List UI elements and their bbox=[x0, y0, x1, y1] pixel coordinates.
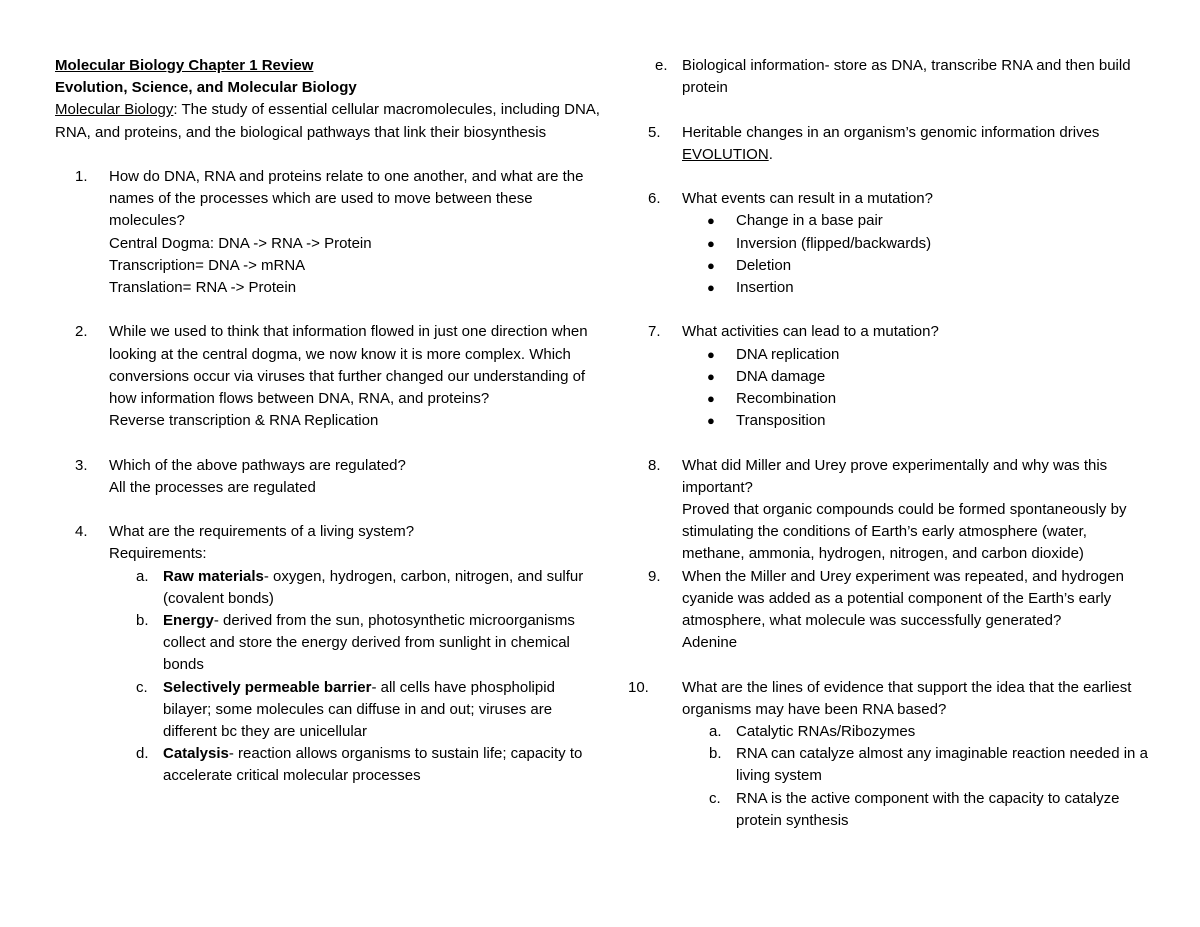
requirement-item bbox=[109, 743, 600, 787]
right-column bbox=[628, 55, 1148, 832]
answer-line: Transcription= DNA -> mRNA bbox=[109, 256, 306, 274]
question-5 bbox=[628, 122, 1148, 166]
bullet-icon: ● bbox=[707, 280, 715, 295]
question-text-main: Heritable changes in an organism’s genomic information drives bbox=[682, 123, 1100, 141]
bullet-text: Recombination bbox=[736, 390, 837, 407]
bullet-item bbox=[682, 255, 1148, 277]
question-1 bbox=[55, 166, 600, 299]
item-term: Energy bbox=[163, 612, 214, 630]
question-text: How do DNA, RNA and proteins relate to one another, and what are the names of the processes which are used to move between these molecules? bbox=[109, 168, 584, 230]
item-term: Catalysis bbox=[163, 745, 229, 763]
question-text: What events can result in a mutation? bbox=[682, 190, 933, 208]
question-text: What did Miller and Urey prove experimentally and why was this important? bbox=[682, 456, 1108, 496]
bullet-icon: ● bbox=[707, 391, 715, 406]
question-number: 10. bbox=[628, 678, 649, 696]
answer-line: Reverse transcription & RNA Replication bbox=[109, 412, 379, 430]
bullet-text: Deletion bbox=[736, 256, 792, 274]
bullet-text: Insertion bbox=[736, 279, 794, 296]
question-number: 4. bbox=[75, 523, 88, 541]
evidence-item bbox=[682, 743, 1148, 787]
bullet-item bbox=[682, 277, 1148, 299]
item-text: - all cells have phospholipid bilayer; some molecules can diffuse in and out; viruses are different bc they are unicellular bbox=[163, 678, 555, 741]
question-text: What are the requirements of a living system? bbox=[109, 523, 415, 541]
definition-text: : The study of essential cellular macromolecules, including DNA, RNA, and proteins, and the biological pathways that link their biosynthesis bbox=[55, 101, 600, 141]
bullet-item bbox=[682, 233, 1148, 255]
item-letter: b. bbox=[136, 612, 149, 630]
question-text-end: . bbox=[768, 145, 773, 163]
evidence-item bbox=[682, 721, 1148, 743]
item-text: Biological information- store as DNA, transcribe RNA and then build protein bbox=[682, 57, 1131, 97]
answer-line: All the processes are regulated bbox=[109, 478, 316, 496]
question-text: What activities can lead to a mutation? bbox=[682, 323, 939, 341]
bullet-icon: ● bbox=[707, 257, 715, 273]
question-number: 1. bbox=[75, 168, 88, 185]
question-4 bbox=[55, 521, 600, 787]
item-letter: c. bbox=[709, 789, 721, 807]
left-column bbox=[55, 55, 600, 788]
item-text: - reaction allows organisms to sustain life; capacity to accelerate critical molecular processes bbox=[163, 745, 583, 785]
answer-line: Central Dogma: DNA -> RNA -> Protein bbox=[109, 234, 372, 252]
question-3 bbox=[55, 455, 600, 499]
bullet-text: DNA damage bbox=[736, 367, 826, 385]
answer-line: Proved that organic compounds could be formed spontaneously by stimulating the conditions of Earth’s early atmosphere (water, methane, ammonia, hydrogen, nitrogen, and carbon dioxide) bbox=[682, 501, 1127, 563]
item-text: - derived from the sun, photosynthetic microorganisms collect and store the energy derived from sunlight in chemical bonds bbox=[163, 612, 575, 674]
question-text: Which of the above pathways are regulated? bbox=[109, 456, 406, 474]
bullet-text: Inversion (flipped/backwards) bbox=[736, 234, 932, 252]
question-number: 5. bbox=[648, 123, 661, 141]
item-letter: c. bbox=[136, 678, 148, 696]
item-letter: d. bbox=[136, 745, 149, 763]
bullet-item bbox=[682, 388, 1148, 410]
bullet-item bbox=[682, 344, 1148, 366]
definition-term: Molecular Biology bbox=[55, 101, 174, 119]
definition bbox=[55, 99, 600, 143]
bullet-text: DNA replication bbox=[736, 345, 840, 363]
bullet-item bbox=[682, 366, 1148, 388]
bullet-icon: ● bbox=[707, 235, 715, 251]
item-letter: e. bbox=[655, 57, 668, 74]
bullet-text: Change in a base pair bbox=[736, 212, 883, 230]
question-text: When the Miller and Urey experiment was repeated, and hydrogen cyanide was added as a potential component of the Earth’s early atmosphere, what molecule was successfully generated? bbox=[682, 567, 1124, 630]
question-2 bbox=[55, 321, 600, 432]
question-number: 3. bbox=[75, 456, 88, 474]
item-text: - oxygen, hydrogen, carbon, nitrogen, and sulfur (covalent bonds) bbox=[163, 567, 584, 607]
bullet-item bbox=[682, 410, 1148, 432]
question-text: What are the lines of evidence that support the idea that the earliest organisms may have been RNA based? bbox=[682, 678, 1132, 718]
bullet-icon: ● bbox=[707, 346, 715, 362]
requirement-item bbox=[628, 55, 1148, 99]
item-text: RNA is the active component with the capacity to catalyze protein synthesis bbox=[736, 789, 1120, 829]
question-text: While we used to think that information flowed in just one direction when looking at the central dogma, we now know it is more complex. Which conversions occur via viruses that further changed our understanding of how information flows between DNA, RNA, and proteins? bbox=[109, 323, 588, 408]
bullet-item bbox=[682, 210, 1148, 232]
question-6 bbox=[628, 188, 1148, 299]
item-term: Raw materials bbox=[163, 567, 264, 585]
item-letter: a. bbox=[709, 723, 722, 741]
question-number: 7. bbox=[648, 323, 661, 341]
answer-line: Adenine bbox=[682, 634, 738, 652]
question-7 bbox=[628, 321, 1148, 432]
item-letter: b. bbox=[709, 745, 722, 763]
requirement-item bbox=[109, 566, 600, 610]
question-9 bbox=[628, 566, 1148, 655]
item-text: Catalytic RNAs/Ribozymes bbox=[736, 723, 916, 741]
bullet-text: Transposition bbox=[736, 412, 826, 430]
answer-line: Translation= RNA -> Protein bbox=[109, 279, 297, 297]
requirement-item bbox=[109, 610, 600, 677]
document-subtitle: Evolution, Science, and Molecular Biology bbox=[55, 79, 357, 97]
bullet-icon: ● bbox=[707, 368, 715, 384]
requirement-item bbox=[109, 677, 600, 744]
evolution-emphasis: EVOLUTION bbox=[682, 145, 769, 163]
item-letter: a. bbox=[136, 567, 149, 585]
question-number: 2. bbox=[75, 323, 88, 341]
item-term: Selectively permeable barrier bbox=[163, 678, 372, 696]
evidence-item bbox=[682, 788, 1148, 832]
item-text: RNA can catalyze almost any imaginable reaction needed in a living system bbox=[736, 745, 1148, 785]
bullet-icon: ● bbox=[707, 213, 715, 229]
question-number: 8. bbox=[648, 456, 661, 474]
question-number: 6. bbox=[648, 190, 661, 208]
question-number: 9. bbox=[648, 567, 661, 585]
question-text bbox=[682, 122, 1148, 166]
question-8 bbox=[628, 455, 1148, 566]
question-10 bbox=[628, 677, 1148, 832]
answer-intro: Requirements: bbox=[109, 545, 207, 563]
document-title: Molecular Biology Chapter 1 Review bbox=[55, 57, 314, 74]
bullet-icon: ● bbox=[707, 413, 715, 429]
